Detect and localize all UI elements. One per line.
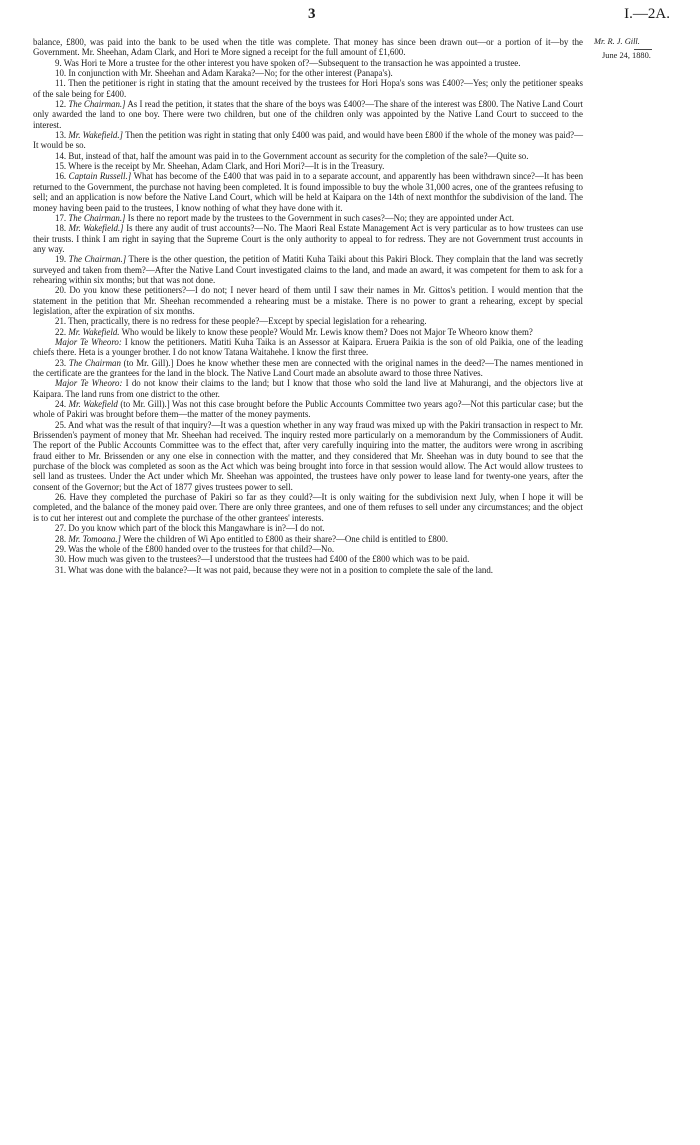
speaker: Mr. Wakefield.] xyxy=(68,130,124,141)
question-number: 18. xyxy=(55,223,67,234)
question-number: 28. xyxy=(55,533,67,544)
paragraph: 22. Mr. Wakefield. Who would be likely to know these people? Would Mr. Lewis know them? Does not Major Te Wheoro know them? xyxy=(55,326,533,337)
speaker: Major Te Wheoro: xyxy=(55,378,123,389)
paragraph: 29. Was the whole of the £800 handed over to the trustees for that child?—No. xyxy=(55,543,335,554)
paragraph: 28. Mr. Tomoana.] Were the children of Wi Apo entitled to £800 as their share?—One child is entitled to £800. xyxy=(55,533,448,544)
paragraph: 30. How much was given to the trustees?—I understood that the trustees had £400 of the £800 which was to be paid. xyxy=(55,554,470,565)
paragraph: 27. Do you know which part of the block this Mangawhare is in?—I do not. xyxy=(55,523,325,534)
page-number: 3 xyxy=(308,6,316,22)
speaker: Captain Russell.] xyxy=(68,171,132,182)
paragraph: 26. Have they completed the purchase of Pakiri so far as they could?—It is only waiting for the subdivision next July, when I hope it will be completed, and the balance of the money paid over. There are only three grantees, and one of them refuses to sell under any circumstances; and the object is to cut her interest out and complete the purchase of the other grantees' interests. xyxy=(33,492,583,523)
paragraph: 23. The Chairman (to Mr. Gill).] Does he know whether these men are connected with the original names in the deed?—The names mentioned in the certificate are the grantees for the land in the block. The Native Land Court made an absolute award to those three Natives. xyxy=(33,357,584,378)
paragraph: 31. What was done with the balance?—It was not paid, because they were not in a position to complete the sale of the land. xyxy=(55,564,494,575)
speaker: Mr. Tomoana.] xyxy=(68,533,122,544)
margin-note xyxy=(594,37,694,61)
speaker: The Chairman xyxy=(68,357,121,368)
paragraph: Major Te Wheoro: I do not know their claims to the land; but I know that those who sold the land live at Mahurangi, and the objectors live at Kaipara. The land runs from one district to the other. xyxy=(33,378,584,399)
paragraph: 18. Mr. Wakefield.] Is there any audit of trust accounts?—No. The Maori Real Estate Management Act is very particular as to how trustees can use their trusts. I think I am right in saying that the Supreme Court is the only authority to appeal to for redress. They are not Government trust accounts in any way. xyxy=(33,223,584,254)
speaker: Mr. Wakefield xyxy=(68,399,118,410)
speaker: Mr. Wakefield.] xyxy=(68,223,124,234)
witness-name: Mr. R. J. Gill. xyxy=(594,37,640,46)
paragraph: balance, £800, was paid into the bank to be used when the title was complete. That money has since been drawn out—or a portion of it—by the Government. Mr. Sheehan, Adam Clark, and Hori te More signed a receipt for the full amount of £1,600. xyxy=(33,37,583,58)
paragraph: 11. Then the petitioner is right in stating that the amount received by the trustees for Hori Hopa's sons was £400?—Yes; only the petitioner speaks of the sale being for £400. xyxy=(33,78,583,99)
paragraph: 14. But, instead of that, half the amount was paid in to the Government account as security for the completion of the sale?—Quite so. xyxy=(55,150,529,161)
question-number: 23. xyxy=(55,357,67,368)
paragraph: 15. Where is the receipt by Mr. Sheehan, Adam Clark, and Hori Mori?—It is in the Treasury. xyxy=(55,161,385,172)
speaker: Major Te Wheoro: xyxy=(55,336,122,347)
paragraph: 13. Mr. Wakefield.] Then the petition was right in stating that only £400 was paid, and would have been £800 if the whole of the money was paid?—It would be so. xyxy=(33,130,583,151)
speaker: The Chairman.] xyxy=(68,99,126,110)
speaker: The Chairman.] xyxy=(68,212,126,223)
paragraph: 20. Do you know these petitioners?—I do not; I never heard of them until I saw their names in Mr. Gittos's petition. I would mention that the statement in the petition that Mr. Sheehan recommended a rehearing must be a mistake. There is no power to grant a rehearing, except by special legislation, after the expiration of six months. xyxy=(33,285,583,316)
paragraph: 12. The Chairman.] As I read the petition, it states that the share of the boys was £400?—The share of the interest was £800. The Native Land Court only awarded the land to one boy. There were two children, but one of the children only was appointed by the Native Land Court to succeed to the interest. xyxy=(33,99,584,130)
document-reference: I.—2A. xyxy=(624,6,670,22)
question-number: 19. xyxy=(55,254,67,265)
paragraph: 17. The Chairman.] Is there no report made by the trustees to the Government in such cases?—No; they are appointed under Act. xyxy=(55,212,514,223)
paragraph: 24. Mr. Wakefield (to Mr. Gill).] Was not this case brought before the Public Accounts Committee two years ago?—Not this particular case; but the whole of Pakiri was brought before them—the matter of the money payments. xyxy=(33,399,583,420)
speaker: Mr. Wakefield. xyxy=(68,326,120,337)
question-number: 22. xyxy=(55,326,67,337)
paragraph: 21. Then, practically, there is no redress for these people?—Except by special legislation for a rehearing. xyxy=(55,316,427,327)
margin-rule xyxy=(634,49,652,50)
question-number: 24. xyxy=(55,399,67,410)
paragraph: 10. In conjunction with Mr. Sheehan and Adam Karaka?—No; for the other interest (Panapa's). xyxy=(55,68,393,79)
speaker: The Chairman.] xyxy=(68,254,127,265)
paragraph: 25. And what was the result of that inquiry?—It was a question whether in any way fraud was mixed up with the Pakiri transaction in respect to Mr. Brissenden's payment of money that Mr. Sheehan had received. The inquiry rested more particularly on a memorandum by the Commissioners of Audit. The report of the Public Accounts Committee was to the effect that, after very carefully inquiring into the matter, the auditors were wrong in ascribing fraud either to Mr. Brissenden or any one else in connection with the matter, and they considered that Mr. Sheehan was in duty bound to see that the purchase of the block was completed as soon as the Act which was being brought into force in that session would allow. The Act would allow trustees to sell land as trustees. Under the Act under which Mr. Sheehan was appointed, the trustees have only power to lease land for twenty-one years, after the consent of the Governor; but the Act of 1877 gives trustees power to sell. xyxy=(33,419,583,492)
paragraph: 19. The Chairman.] There is the other question, the petition of Matiti Kuha Taiki about this Pakiri Block. They complain that the land was secretly surveyed and taken from them?—After the Native Land Court investigated claims to the land, and made an award, it was competent for them to ask for a rehearing within six months; but that was not done. xyxy=(33,254,584,285)
question-number: 17. xyxy=(55,212,67,223)
document-body xyxy=(33,37,583,575)
hearing-date: June 24, 1880. xyxy=(602,50,651,60)
paragraph: Major Te Wheoro: I know the petitioners. Matiti Kuha Taika is an Assessor at Kaipara. Eruera Paikia is the son of old Paikia, one of the leading chiefs there. Heta is a younger brother. I do not know Tatana Waitahehe. I know the first three. xyxy=(33,336,584,358)
paragraph: 16. Captain Russell.] What has become of the £400 that was paid in to a separate account, and apparently has been withdrawn since?—It has been returned to the Government, the purchase not having been completed. It is found impossible to buy the whole 31,000 acres, one of the grantees refusing to sell; and an application is now before the Native Land Court, which will be held at Kaipara on the 14th of next monthfor the subdivision of the land. The money having been paid to the trustees, I know nothing of what they have done with it. xyxy=(33,171,584,213)
question-number: 12. xyxy=(55,99,67,110)
paragraph: 9. Was Hori te More a trustee for the other interest you have spoken of?—Subsequent to the transaction he was appointed a trustee. xyxy=(55,57,521,68)
question-number: 16. xyxy=(55,171,67,182)
question-number: 13. xyxy=(55,130,67,141)
